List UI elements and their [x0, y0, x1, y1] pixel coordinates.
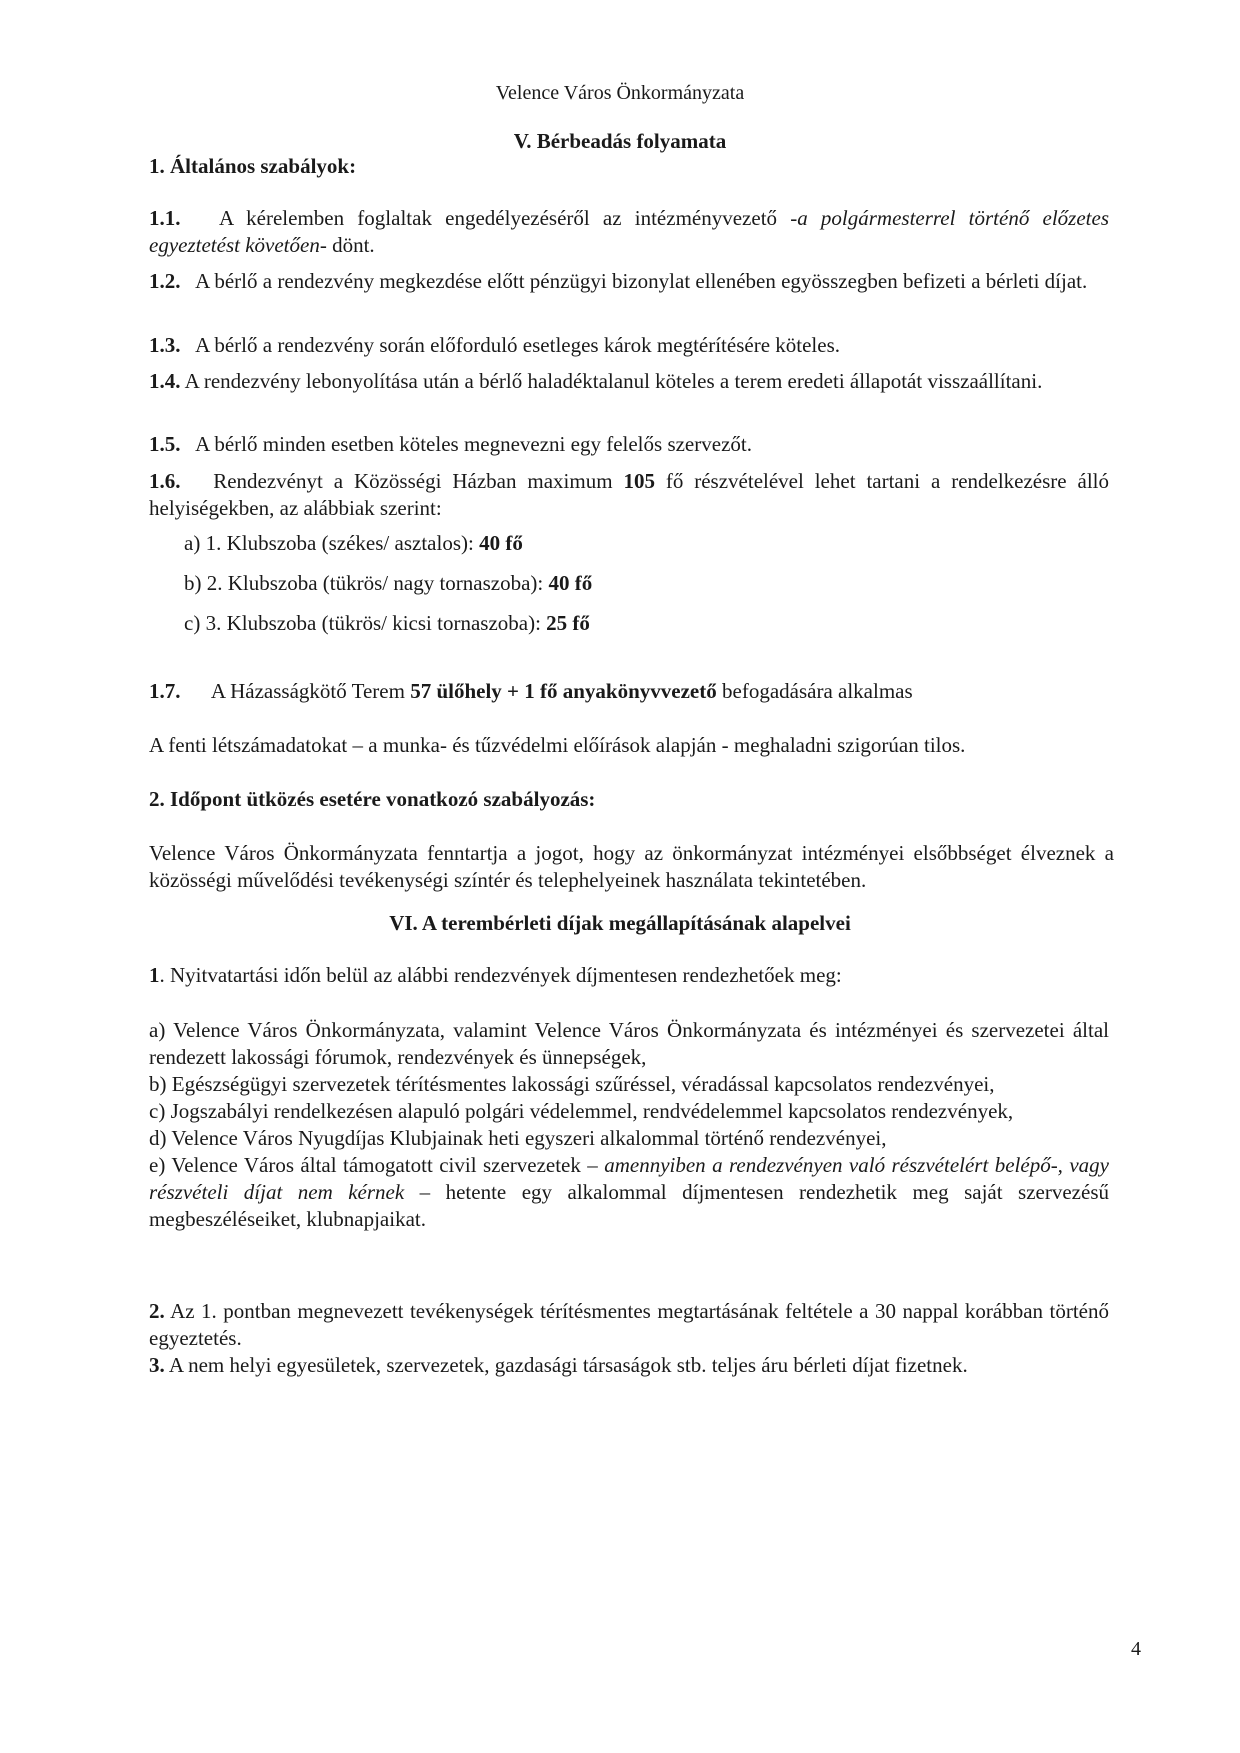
room-label: b) 2. Klubszoba (tükrös/ nagy tornaszoba):	[184, 571, 549, 595]
section-vi-point-1	[149, 962, 1109, 989]
point-number: 2.	[149, 1299, 165, 1323]
room-item	[184, 570, 592, 597]
room-item	[184, 530, 523, 557]
room-item	[184, 610, 590, 637]
free-event-item: d) Velence Város Nyugdíjas Klubjainak heti egyszeri alkalommal történő rendezvényei,	[149, 1126, 887, 1150]
point-number: 3.	[149, 1353, 165, 1377]
item-1-5	[149, 431, 1109, 458]
item-1-3	[149, 332, 1109, 359]
point-text: Az 1. pontban megnevezett tevékenységek térítésmentes megtartásának feltétele a 30 nappal korábban történő egyeztetés.	[149, 1299, 1109, 1350]
item-number: 1.6.	[149, 469, 181, 493]
wedding-hall-capacity: 57 ülőhely + 1 fő anyakönyvvezető	[410, 679, 717, 703]
free-events-list	[149, 1017, 1109, 1233]
free-event-item: c) Jogszabályi rendelkezésen alapuló polgári védelemmel, rendvédelemmel kapcsolatos rendezvények,	[149, 1099, 1014, 1123]
item-1-1	[149, 205, 1109, 259]
point-text: . Nyitvatartási időn belül az alábbi rendezvények díjmentesen rendezhetőek meg:	[159, 963, 842, 987]
item-number: 1.4.	[149, 369, 181, 393]
room-capacity: 25 fő	[546, 611, 590, 635]
item-text-italic: amennyiben a rendezvényen való részvételért belépő-, vagy részvételi díjat nem kérnek	[149, 1153, 1109, 1204]
item-text: A kérelemben foglaltak engedélyezéséről az intézményvezető -	[218, 206, 798, 230]
item-number: 1.2.	[149, 269, 181, 293]
item-number: 1.5.	[149, 432, 181, 456]
room-label: c) 3. Klubszoba (tükrös/ kicsi tornaszoba):	[184, 611, 547, 635]
item-text: Rendezvényt a Közösségi Házban maximum	[213, 469, 624, 493]
item-1-7	[149, 678, 1109, 705]
item-text: - dönt.	[319, 233, 375, 257]
item-1-6	[149, 468, 1109, 522]
item-number: 1.7.	[149, 679, 181, 703]
item-text: A bérlő a rendezvény megkezdése előtt pénzügyi bizonylat ellenében egyösszegben befizeti a bérleti díjat.	[195, 269, 1088, 293]
point-text: A nem helyi egyesületek, szervezetek, gazdasági társaságok stb. teljes áru bérleti díjat fizetnek.	[164, 1353, 968, 1377]
document-header: Velence Város Önkormányzata	[495, 82, 745, 104]
capacity-note: A fenti létszámadatokat – a munka- és tűzvédelmi előírások alapján - meghaladni szigorúan tilos.	[149, 733, 966, 757]
item-text: A bérlő minden esetben köteles megnevezni egy felelős szervezőt.	[195, 432, 752, 456]
free-event-item-e	[149, 1152, 1109, 1233]
point-number: 1	[149, 963, 160, 987]
free-event-item: a) Velence Város Önkormányzata, valamint Velence Város Önkormányzata és intézményei és szervezetei által rendezett lakossági fórumok, rendezvények és ünnepségek,	[149, 1018, 1109, 1069]
item-text: befogadására alkalmas	[716, 679, 913, 703]
item-1-2	[149, 268, 1109, 295]
section-vi-point-3	[149, 1352, 1109, 1379]
room-capacity: 40 fő	[479, 531, 523, 555]
item-text: – hetente egy alkalommal díjmentesen rendezhetik meg saját szervezésű megbeszéléseiket, klubnapjaikat.	[149, 1180, 1109, 1231]
room-capacity: 40 fő	[548, 571, 593, 595]
page-number: 4	[1131, 1638, 1141, 1660]
subsection-2-text: Velence Város Önkormányzata fenntartja a jogot, hogy az önkormányzat intézményei elsőbbséget élveznek a közösségi művelődési tevékenységi színtér és telephelyeinek használata tekintetében.	[149, 841, 1114, 892]
max-capacity: 105	[623, 469, 655, 493]
item-text: A rendezvény lebonyolítása után a bérlő haladéktalanul köteles a terem eredeti állapotát visszaállítani.	[184, 369, 1043, 393]
subsection-1-heading: 1. Általános szabályok:	[149, 154, 357, 178]
item-text-italic: a polgármesterrel történő előzetes egyeztetést követően	[149, 206, 1109, 257]
room-label: a) 1. Klubszoba (székes/ asztalos):	[184, 531, 480, 555]
section-vi-point-2	[149, 1298, 1109, 1352]
item-text: A Házasságkötő Terem	[210, 679, 411, 703]
item-text: A bérlő a rendezvény során előforduló esetleges károk megtérítésére köteles.	[195, 333, 841, 357]
item-text: fő részvételével lehet tartani a rendelkezésre álló helyiségekben, az alábbiak szerint:	[149, 469, 1110, 520]
section-vi-title: VI. A terembérleti díjak megállapításának alapelvei	[389, 911, 851, 935]
item-text: e) Velence Város által támogatott civil szervezetek –	[149, 1153, 605, 1177]
item-number: 1.3.	[149, 333, 181, 357]
item-1-4	[149, 368, 1109, 395]
free-event-item: b) Egészségügyi szervezetek térítésmentes lakossági szűréssel, véradással kapcsolatos rendezvényei,	[149, 1072, 995, 1096]
subsection-2-heading: 2. Időpont ütközés esetére vonatkozó szabályozás:	[149, 787, 596, 811]
item-number: 1.1.	[149, 206, 181, 230]
section-v-title: V. Bérbeadás folyamata	[513, 129, 727, 153]
